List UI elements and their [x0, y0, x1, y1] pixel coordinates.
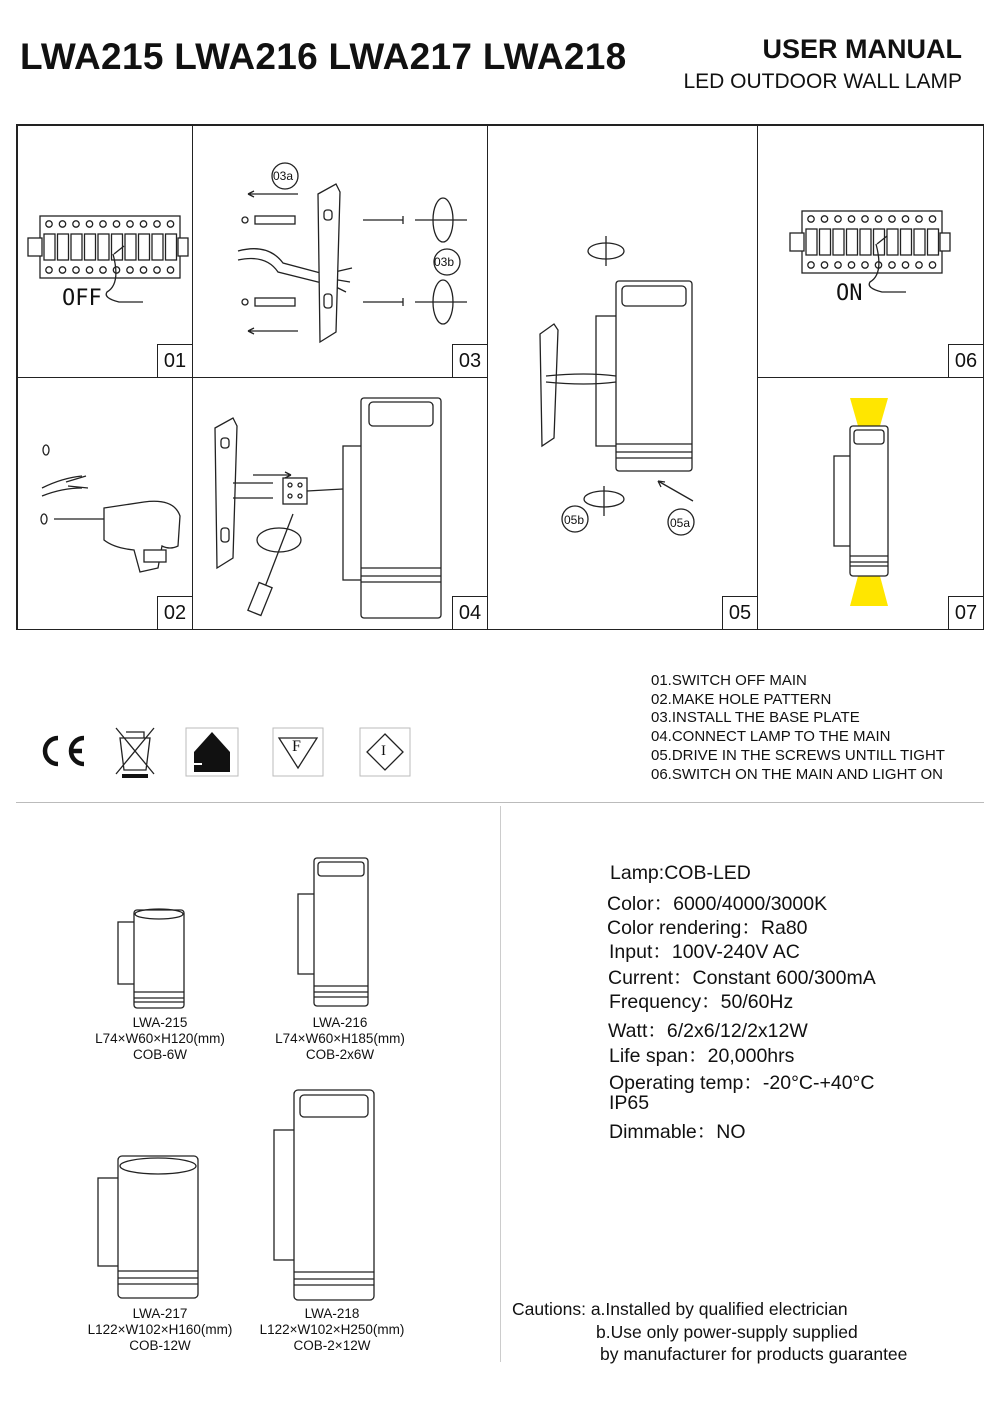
- column-divider: [500, 806, 501, 1362]
- model-card-lwa216: [250, 1015, 430, 1063]
- wall-plug-icon: [242, 216, 295, 306]
- base-plate-installation-illustration: [193, 126, 489, 379]
- model-name: LWA-216: [312, 1015, 368, 1030]
- tag-03a: 03a: [273, 169, 294, 183]
- panel-04: [192, 377, 488, 630]
- switch-off-label: OFF: [62, 286, 102, 311]
- model-dimensions: L122×W102×H160(mm): [87, 1322, 233, 1337]
- fix-lamp-screws-illustration: [488, 126, 759, 631]
- lamp-body-icon: [834, 426, 888, 576]
- step-number: 01: [157, 344, 192, 377]
- model-power: COB-2x6W: [305, 1047, 375, 1062]
- step-number: 02: [157, 596, 192, 629]
- drill-icon: [104, 501, 180, 572]
- step-text: 01.SWITCH OFF MAIN: [651, 672, 807, 689]
- model-dimensions: L122×W102×H250(mm): [259, 1322, 405, 1337]
- tag-05b: 05b: [564, 513, 585, 527]
- spec-operating-temp: Operating temp：-20°C-+40°C: [609, 1072, 875, 1094]
- model-card-lwa218: [232, 1306, 432, 1354]
- lamp-body-icon: [616, 281, 692, 471]
- spec-color: Color：6000/4000/3000K: [607, 893, 828, 915]
- product-subtitle: LED OUTDOOR WALL LAMP: [683, 70, 962, 93]
- spec-current: Current：Constant 600/300mA: [608, 967, 876, 989]
- panel-02: [17, 377, 193, 630]
- lwa-217-lamp-icon: [98, 1156, 198, 1298]
- weee-bin-icon: [116, 728, 154, 778]
- model-dimensions: L74×W60×H120(mm): [95, 1031, 225, 1046]
- model-card-lwa215: [70, 1015, 250, 1063]
- model-name: LWA-218: [304, 1306, 360, 1321]
- step-text: 03.INSTALL THE BASE PLATE: [651, 709, 860, 727]
- screw-icon: [363, 216, 403, 306]
- tag-05a: 05a: [670, 516, 691, 530]
- caution-b-line1: b.Use only power-supply supplied: [596, 1321, 858, 1342]
- rotate-counterclockwise-icon: [584, 486, 624, 516]
- model-power: COB-12W: [129, 1338, 191, 1353]
- lwa-218-lamp-icon: [274, 1090, 374, 1300]
- step-number: 03: [452, 344, 487, 377]
- drilling-illustration: [18, 378, 194, 631]
- step-number: 06: [948, 344, 983, 377]
- spec-lamp: Lamp:COB-LED: [610, 862, 751, 884]
- switch-on-label: ON: [836, 281, 863, 306]
- certification-marks: [30, 722, 450, 782]
- step-text: 06.SWITCH ON THE MAIN AND LIGHT ON: [651, 765, 943, 783]
- mounting-bracket-icon: [318, 184, 340, 342]
- model-name: LWA-217: [132, 1306, 188, 1321]
- lamp-light-on-illustration: [758, 378, 985, 631]
- i-mark-letter: I: [381, 743, 386, 759]
- indoor-use-house-icon: [186, 728, 238, 776]
- spec-color-rendering: Color rendering：Ra80: [607, 917, 808, 939]
- model-card-lwa217: [60, 1306, 260, 1354]
- terminal-block-off-illustration: [18, 126, 194, 379]
- model-name: LWA-215: [132, 1015, 188, 1030]
- step-number: 05: [722, 596, 757, 629]
- lamp-body-icon: [343, 398, 441, 618]
- spec-watt: Watt：6/2x6/12/2x12W: [608, 1020, 808, 1042]
- terminal-block-on-illustration: [758, 126, 985, 379]
- step-number: 07: [948, 596, 983, 629]
- spec-frequency: Frequency：50/60Hz: [609, 991, 794, 1013]
- step-text: 05.DRIVE IN THE SCREWS UNTILL TIGHT: [651, 746, 945, 764]
- spec-dimmable: Dimmable：NO: [609, 1121, 746, 1143]
- spec-ip-rating: IP65: [609, 1092, 650, 1114]
- lwa-216-lamp-icon: [298, 858, 368, 1006]
- panel-06: [757, 125, 984, 378]
- rotate-clockwise-icon: [588, 236, 624, 266]
- panel-01: [17, 125, 193, 378]
- lwa-215-lamp-icon: [118, 909, 184, 1008]
- f-mark-letter: F: [292, 738, 301, 755]
- spec-input: Input：100V-240V AC: [609, 941, 800, 963]
- model-title: LWA215 LWA216 LWA217 LWA218: [20, 36, 627, 77]
- terminal-connector-icon: [283, 478, 307, 504]
- wiring-connection-illustration: [193, 378, 489, 631]
- step-number: 04: [452, 596, 487, 629]
- tag-03b: 03b: [434, 255, 455, 269]
- caution-b-line2: by manufacturer for products guarantee: [600, 1344, 908, 1364]
- model-drawings: [0, 806, 480, 1366]
- user-manual-heading: USER MANUAL: [762, 34, 962, 64]
- cautions-label: Cautions:: [512, 1299, 586, 1319]
- step-text: 04.CONNECT LAMP TO THE MAIN: [651, 728, 891, 746]
- step-text: 02.MAKE HOLE PATTERN: [651, 690, 832, 708]
- installation-steps-grid: [16, 124, 984, 630]
- terminal-block-icon: [790, 211, 950, 273]
- cautions-block: [512, 1298, 907, 1366]
- installation-steps-list: [651, 672, 945, 784]
- panel-07: [757, 377, 984, 630]
- panel-05: [487, 125, 758, 630]
- model-dimensions: L74×W60×H185(mm): [275, 1031, 405, 1046]
- ce-mark-icon: [45, 738, 84, 764]
- caution-a: a.Installed by qualified electrician: [590, 1299, 848, 1319]
- spec-life-span: Life span：20,000hrs: [609, 1045, 795, 1067]
- section-divider: [16, 802, 984, 803]
- model-power: COB-2×12W: [293, 1338, 371, 1353]
- model-power: COB-6W: [133, 1047, 187, 1062]
- panel-03: [192, 125, 488, 378]
- terminal-block-icon: [28, 216, 188, 278]
